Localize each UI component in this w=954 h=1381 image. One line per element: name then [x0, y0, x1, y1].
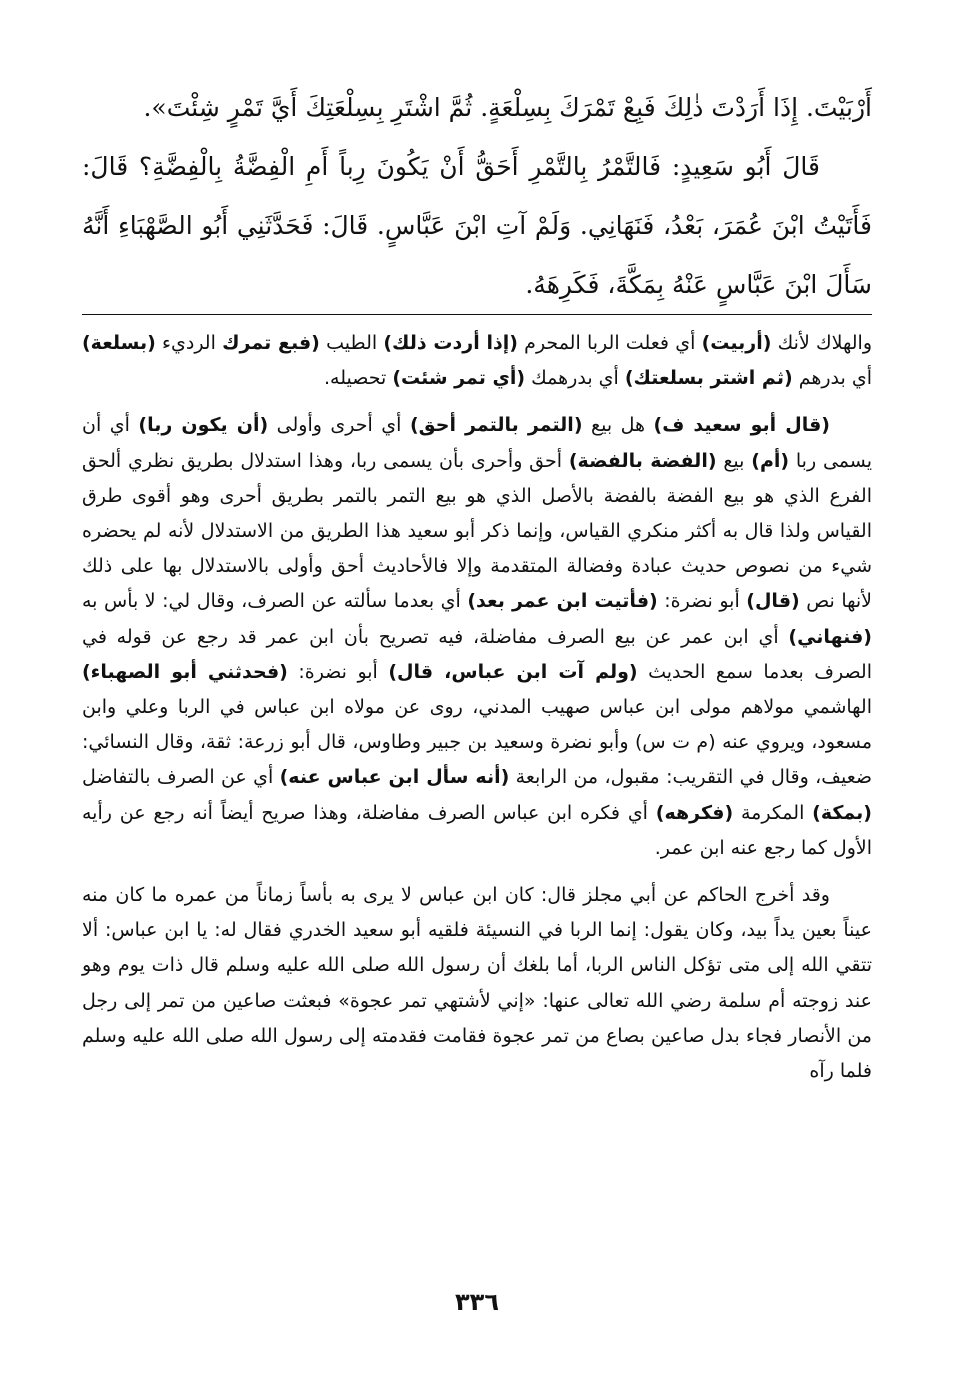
text-segment: وقد أخرج الحاكم عن أبي مجلز قال: كان ابن عباس لا يرى به بأساً زماناً من عمره ما كان منه عيناً بعين يداً بيد، وكان يقول: إنما الربا في النسيئة فلقيه أبو سعيد الخدري فقال له: يا ابن عباس: ألا تتقي الله إلى متى تؤكل الناس الربا، أما بلغك أن رسول الله صلى الله عليه وسلم قال ذات يوم وهو عند زوجته أم سلمة رضي الله تعالى عنها: «إني لأشتهي تمر عجوة» فبعثت صاعين من تمر إلى رجل من الأنصار فجاء بدل صاعين بصاع من تمر عجوة فقامت فقدمته إلى رسول الله صلى الله عليه وسلم فلما رآه — [82, 884, 872, 1083]
bold-quote: (فحدثني أبو الصهباء) — [82, 660, 288, 683]
page-number: ٣٣٦ — [455, 1288, 499, 1316]
bold-quote: (أم) — [751, 449, 790, 472]
text-segment: أبو نضرة: — [657, 590, 747, 613]
text-segment: تحصيله. — [324, 367, 393, 390]
commentary-paragraph — [82, 408, 872, 866]
bold-quote: (إذا أردت ذلك) — [383, 332, 518, 354]
text-segment: أي أن يسمى ربا — [82, 414, 873, 472]
text-segment: أي فعلت الربا المحرم — [517, 332, 702, 354]
text-segment: هل بيع — [582, 414, 654, 437]
text-segment: أي عن الصرف بالتفاضل — [82, 766, 280, 789]
text-segment: أحق وأحرى بأن يسمى ربا، وهذا استدلال بطريق نظري ألحق الفرع الذي هو بيع الفضة بالفضة بالأصل الذي هو بيع التمر بالتمر بطريق أحرى وهو أقوى طرق القياس ولذا قال به أكثر منكري القياس، وإنما ذكر أبو سعيد هذا الطريق من الاستدلال لأنه لم يحضره شيء من نصوص حديث عبادة وفضالة المتقدمة وإلا فالأحاديث أحق وأولى بالاستدلال بها على ذلك لأنها نص — [82, 449, 872, 613]
text-segment: أي فكره ابن عباس الصرف مفاضلة، وهذا صريح أيضاً أنه رجع عن رأيه الأول كما رجع عنه ابن عمر. — [82, 801, 872, 859]
text-segment: أي ابن عمر عن بيع الصرف مفاضلة، فيه تصريح بأن ابن عمر قد رجع عن قوله في الصرف بعدما سمع الحديث — [82, 625, 872, 683]
bold-quote: (ولم آت ابن عباس، قال) — [388, 660, 638, 683]
bold-quote: (الفضة بالفضة) — [568, 449, 717, 472]
bold-quote: (قال أبو سعيد ف) — [653, 414, 830, 437]
text-segment: الطيب — [319, 332, 384, 354]
bold-quote: (فنهاني) — [788, 625, 872, 648]
bold-quote: (بمكة) — [812, 801, 872, 824]
hadith-paragraph: قَالَ أَبُو سَعِيدٍ: فَالتَّمْرُ بِالتَّمْرِ أَحَقُّ أَنْ يَكُونَ رِباً أَمِ الْفِضَّةُ بِالْفِضَّةِ؟ قَالَ: فَأَتَيْتُ ابْنَ عُمَرَ، بَعْدُ، فَنَهَانِي. وَلَمْ آتِ ابْنَ عَبَّاسٍ. قَالَ: فَحَدَّثَنِي أَبُو الصَّهْبَاءِ أَنَّهُ سَأَلَ ابْنَ عَبَّاسٍ عَنْهُ بِمَكَّةَ، فَكَرِهَهُ. — [82, 152, 872, 299]
bold-quote: (أربيت) — [701, 332, 772, 354]
text-segment: أي بدرهمك — [525, 367, 625, 390]
text-segment: المكرمة — [733, 801, 813, 824]
text-segment: الهاشمي مولاهم مولى ابن عباس صهيب المدني، روى عن مولاه ابن عباس في الربا وعلي وابن مسعود، ويروي عنه (م ت س) وأبو نضرة وسعيد بن جبير وطاوس، قال أبو زرعة: ثقة، وقال النسائي: ضعيف، وقال في التقريب: مقبول، من الرابعة — [82, 696, 872, 789]
separator-line — [82, 314, 872, 315]
hadith-text — [82, 78, 872, 314]
bold-quote: (ثم اشتر بسلعتك) — [624, 367, 793, 390]
bold-quote: (قال) — [746, 590, 800, 613]
commentary-paragraph — [82, 878, 872, 1089]
commentary-text — [82, 326, 872, 1101]
bold-quote: (فأتيت ابن عمر بعد) — [467, 590, 658, 613]
text-segment: الرديء — [155, 332, 223, 354]
text-segment: أي بعدما سألته عن الصرف، وقال لي: لا بأس به — [82, 590, 468, 613]
commentary-paragraph — [82, 326, 872, 396]
bold-quote: (بسلعة) — [82, 332, 156, 354]
bold-quote: (أي تمر شئت) — [392, 367, 526, 390]
text-segment: بيع — [716, 449, 752, 472]
bold-quote: (أنه سأل ابن عباس عنه) — [279, 766, 510, 789]
bold-quote: (التمر بالتمر أحق) — [409, 414, 583, 437]
text-segment: أي أحرى وأولى — [268, 414, 410, 437]
hadith-paragraph: أَرْبَيْتَ. إِذَا أَرَدْتَ ذٰلِكَ فَبِعْ تَمْرَكَ بِسِلْعَةٍ. ثُمَّ اشْتَرِ بِسِلْعَتِكَ أَيَّ تَمْرٍ شِئْتَ». — [143, 93, 872, 122]
text-segment: أي بدرهم — [792, 367, 872, 390]
bold-quote: (فكرهه) — [655, 801, 734, 824]
text-segment: والهلاك لأنك — [771, 332, 872, 354]
bold-quote: (فبع تمرك — [222, 332, 320, 354]
bold-quote: (أن يكون ربا) — [138, 414, 269, 437]
text-segment: أبو نضرة: — [287, 660, 389, 683]
